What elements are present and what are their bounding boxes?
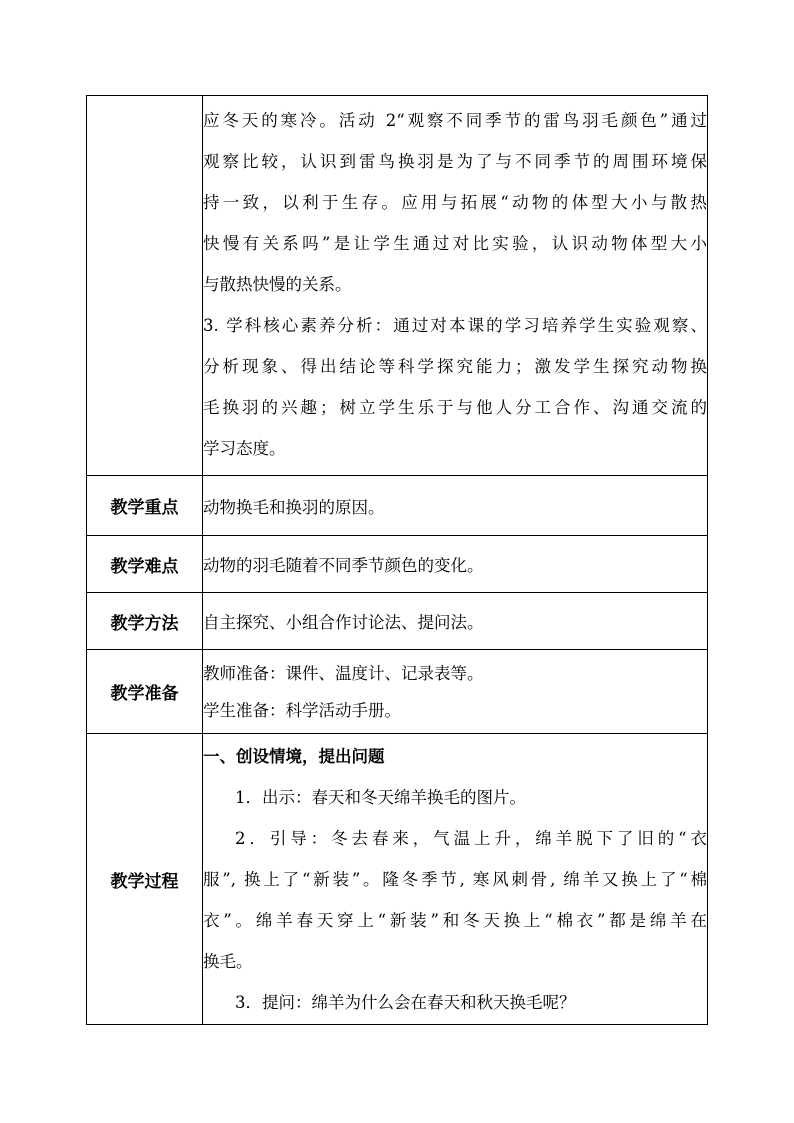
core-literacy-line: 分析现象、得出结论等科学探究能力；激发学生探究动物换 [203,357,707,376]
method-text: 自主探究、小组合作讨论法、提问法。 [203,593,708,650]
analysis-line: 与散热快慢的关系。 [203,275,352,294]
process-item-2-line: 衣”。绵羊春天穿上“新装”和冬天换上“棉衣”都是绵羊在 [203,911,707,930]
process-row [87,734,708,1025]
core-literacy-line: 学习态度。 [203,439,286,458]
difficulty-row [87,536,708,593]
core-literacy-line: 毛换羽的兴趣；树立学生乐于与他人分工合作、沟通交流的 [203,398,707,417]
key-point-label: 教学重点 [87,476,203,536]
method-label: 教学方法 [87,593,203,650]
process-heading: 一、创设情境，提出问题 [203,747,385,766]
key-point-text: 动物换毛和换羽的原因。 [203,476,708,536]
process-item-2-line: 服”, 换上了“新装”。隆冬季节, 寒风刺骨, 绵羊又换上了“棉 [203,870,707,889]
difficulty-text: 动物的羽毛随着不同季节颜色的变化。 [203,536,708,593]
analysis-line: 观察比较，认识到雷鸟换羽是为了与不同季节的周围环境保 [203,152,707,171]
teacher-preparation: 教师准备：课件、温度计、记录表等。 [203,663,484,683]
student-preparation: 学生准备：科学活动手册。 [203,700,401,720]
process-item-1: 1．出示：春天和冬天绵羊换毛的图片。 [235,788,526,807]
analysis-text [203,100,707,469]
process-text [203,736,707,1023]
process-label: 教学过程 [87,734,203,1025]
analysis-line: 持一致，以利于生存。应用与拓展“动物的体型大小与散热 [203,193,707,212]
analysis-content-cell [203,96,708,476]
preparation-label: 教学准备 [87,650,203,734]
analysis-line: 快慢有关系吗”是让学生通过对比实验，认识动物体型大小 [203,234,707,253]
preparation-content-cell [203,650,708,734]
process-content-cell [203,734,708,1025]
key-point-row [87,476,708,536]
process-item-2-line: 2．引导：冬去春来，气温上升，绵羊脱下了旧的“衣 [235,829,707,848]
analysis-label-cell [87,96,203,476]
method-row [87,593,708,650]
core-literacy-line: 3. 学科核心素养分析：通过对本课的学习培养学生实验观察、 [203,316,707,335]
difficulty-label: 教学难点 [87,536,203,593]
analysis-line: 应冬天的寒冷。活动 2“观察不同季节的雷鸟羽毛颜色”通过 [203,111,707,130]
preparation-row [87,650,708,734]
process-item-3: 3．提问：绵羊为什么会在春天和秋天换毛呢？ [235,993,576,1012]
lesson-plan-table [86,95,708,1025]
analysis-row [87,96,708,476]
process-item-2-line: 换毛。 [203,952,253,971]
